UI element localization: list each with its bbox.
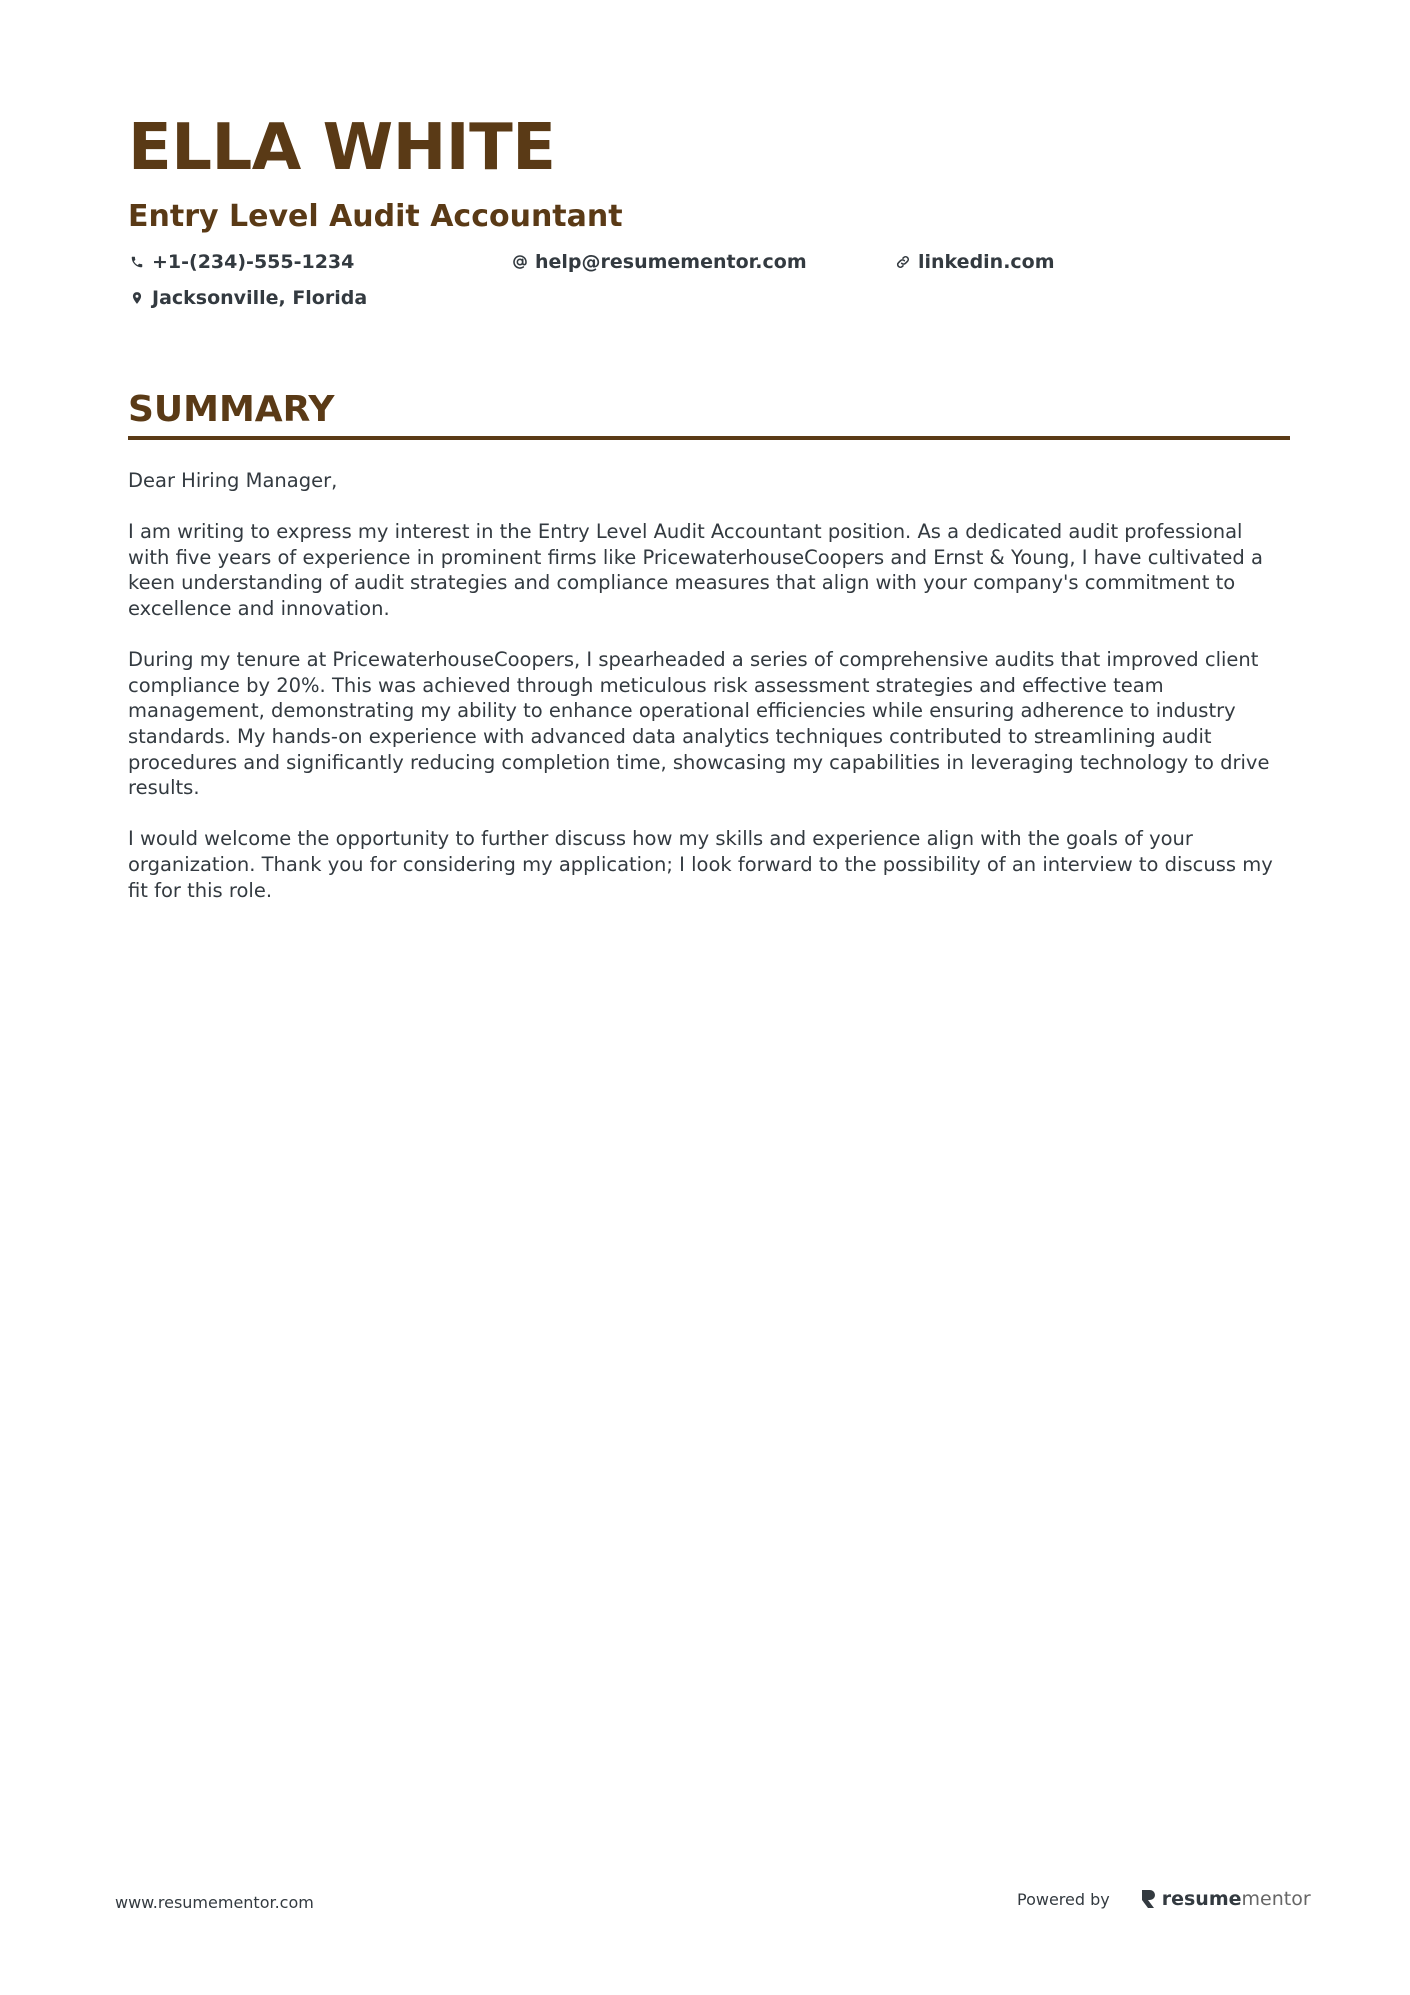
job-title: Entry Level Audit Accountant xyxy=(128,199,623,234)
contact-location xyxy=(128,284,367,312)
at-icon xyxy=(511,253,529,271)
footer-branding xyxy=(1017,1888,1311,1910)
contact-link xyxy=(894,248,1055,276)
letter-body xyxy=(128,468,1290,903)
powered-by-label: Powered by xyxy=(1017,1889,1110,1909)
candidate-name: ELLA WHITE xyxy=(128,111,556,185)
brand-name-light: mentor xyxy=(1241,1888,1311,1910)
footer-website[interactable]: www.resumementor.com xyxy=(115,1893,314,1912)
contact-email xyxy=(511,248,807,276)
map-pin-icon xyxy=(128,289,146,307)
summary-section xyxy=(128,388,1290,929)
brand-logo[interactable] xyxy=(1140,1888,1311,1910)
paragraph: During my tenure at PricewaterhouseCoopers, I spearheaded a series of comprehensive audits that improved client compliance by 20%. This was achieved through meticulous risk assessment strategies and effective team management, demonstrating my ability to enhance operational efficiencies while ensuring adherence to industry standards. My hands-on experience with advanced data analytics techniques contributed to streamlining audit procedures and significantly reducing completion time, showcasing my capabilities in leveraging technology to drive results. xyxy=(128,648,1270,800)
phone-icon xyxy=(128,253,146,271)
location-text: Jacksonville, Florida xyxy=(152,287,368,309)
email-address[interactable]: help@resumementor.com xyxy=(535,251,807,273)
contact-info xyxy=(128,248,1290,320)
paragraph: I am writing to express my interest in the Entry Level Audit Accountant position. As a dedicated audit professional with five years of experience in prominent firms like PricewaterhouseCoopers and Ernst & Young, I have cultivated a keen understanding of audit strategies and compliance measures that align with your company's commitment to excellence and innovation. xyxy=(128,520,1263,620)
link-icon xyxy=(894,253,912,271)
profile-link[interactable]: linkedin.com xyxy=(918,251,1055,273)
section-title: SUMMARY xyxy=(128,389,335,430)
brand-name-bold: resume xyxy=(1161,1888,1242,1910)
contact-phone xyxy=(128,248,354,276)
header xyxy=(128,108,1290,320)
greeting: Dear Hiring Manager, xyxy=(128,469,338,492)
brand-logo-icon xyxy=(1140,1888,1158,1910)
phone-number: +1-(234)-555-1234 xyxy=(152,251,355,273)
section-divider xyxy=(128,436,1290,440)
paragraph: I would welcome the opportunity to further discuss how my skills and experience align with the goals of your organization. Thank you for considering my application; I look forward to the possibility of an interview to discuss my fit for this role. xyxy=(128,827,1273,902)
